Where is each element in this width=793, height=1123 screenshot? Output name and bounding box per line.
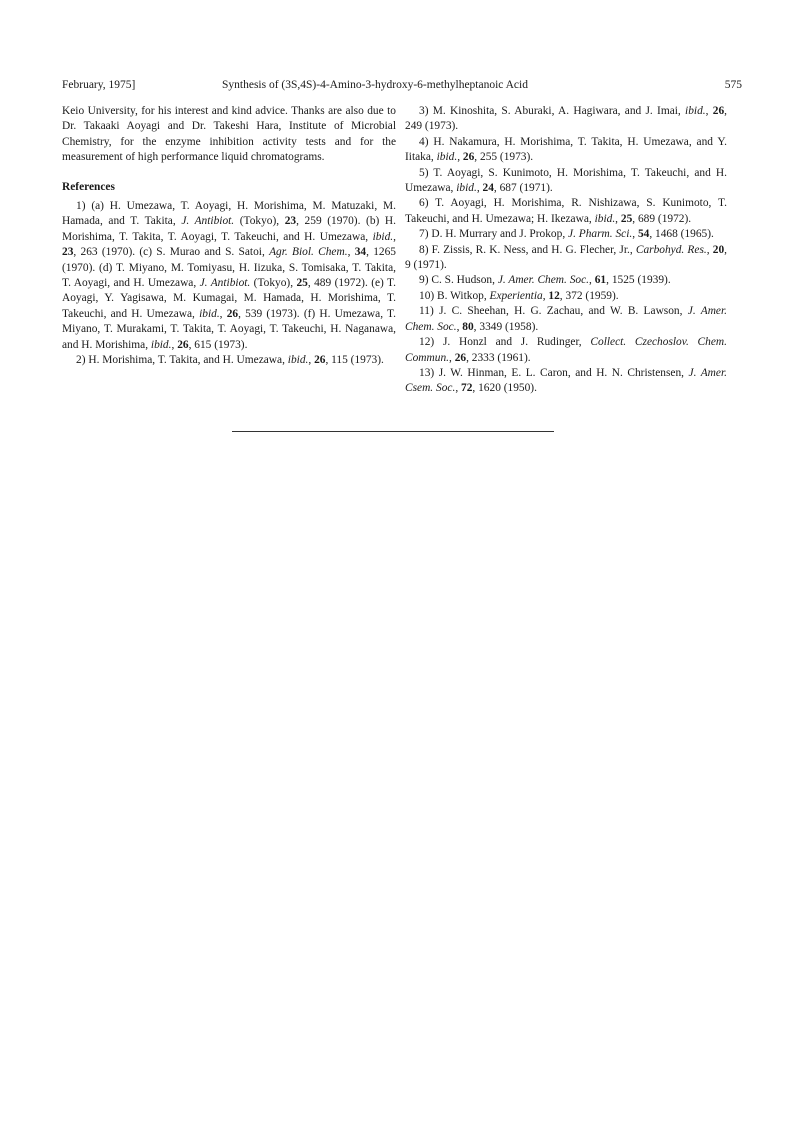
left-column <box>62 104 396 369</box>
running-header <box>62 79 742 95</box>
reference-number: 1) <box>76 200 92 213</box>
reference-text: T. Aoyagi, H. Morishima, R. Nishizawa, S. Kunimoto, T. Takeuchi, and H. Umezawa; H. Ikezawa, ibid., 25, 689 (1972). <box>405 197 727 225</box>
reference-item <box>62 199 396 353</box>
reference-item <box>405 366 727 397</box>
reference-number: 2) <box>76 354 89 367</box>
reference-item <box>405 196 727 227</box>
reference-number: 11) <box>419 305 440 318</box>
reference-text: H. Nakamura, H. Morishima, T. Takita, H. Umezawa, and Y. Iitaka, ibid., 26, 255 (1973). <box>405 135 727 164</box>
reference-number: 7) <box>419 228 432 241</box>
reference-item <box>405 104 727 135</box>
reference-text: D. H. Murrary and J. Prokop, J. Pharm. Sci., 54, 1468 (1965). <box>431 228 714 241</box>
reference-number: 8) <box>419 243 432 256</box>
references-list-right <box>405 104 727 397</box>
reference-item <box>405 335 727 366</box>
reference-text: C. S. Hudson, J. Amer. Chem. Soc., 61, 1525 (1939). <box>431 274 671 287</box>
reference-item <box>405 289 727 304</box>
reference-number: 6) <box>419 197 436 210</box>
header-title: Synthesis of (3S,4S)-4-Amino-3-hydroxy-6-methylheptanoic Acid <box>222 79 528 91</box>
reference-item <box>405 243 727 274</box>
right-column <box>405 104 727 397</box>
references-list-left <box>62 199 396 368</box>
reference-number: 3) <box>419 105 433 117</box>
reference-item <box>405 273 727 288</box>
reference-item <box>62 353 396 368</box>
reference-item <box>405 166 727 197</box>
reference-text: J. Honzl and J. Rudinger, Collect. Czechoslov. Chem. Commun., 26, 2333 (1961). <box>405 336 727 364</box>
reference-number: 10) <box>419 289 438 302</box>
reference-number: 12) <box>419 336 443 349</box>
reference-number: 4) <box>419 135 434 148</box>
reference-item <box>405 227 727 242</box>
end-rule <box>232 431 554 432</box>
reference-item <box>405 135 727 166</box>
reference-text: J. W. Hinman, E. L. Caron, and H. N. Christensen, J. Amer. Csem. Soc., 72, 1620 (1950). <box>405 366 727 395</box>
reference-number: 9) <box>419 274 432 287</box>
reference-text: T. Aoyagi, S. Kunimoto, H. Morishima, T. Takeuchi, and H. Umezawa, ibid., 24, 687 (1971). <box>405 166 727 195</box>
header-date: February, 1975] <box>62 79 136 91</box>
reference-item <box>405 304 727 335</box>
reference-number: 13) <box>419 366 439 379</box>
reference-text: J. C. Sheehan, H. G. Zachau, and W. B. Lawson, J. Amer. Chem. Soc., 80, 3349 (1958). <box>405 305 728 333</box>
reference-text: H. Morishima, T. Takita, and H. Umezawa, ibid., 26, 115 (1973). <box>88 354 384 367</box>
page-number: 575 <box>724 79 742 91</box>
reference-number: 5) <box>419 166 434 179</box>
reference-text: M. Kinoshita, S. Aburaki, A. Hagiwara, and J. Imai, ibid., 26, 249 (1973). <box>405 105 727 133</box>
reference-text: (a) H. Umezawa, T. Aoyagi, H. Morishima, M. Matuzaki, M. Hamada, and T. Takita, J. Antibiot. (Tokyo), 23, 259 (1970). (b) H. Morishima, T. Takita, T. Aoyagi, T. Takeuchi, and H. Umezawa, ibid., 23, 263 (1970). (c) S. Murao and S. Satoi, Agr. Biol. Chem., 34, 1265 (1970). (d) T. Miyano, M. Tomiyasu, H. Iizuka, S. Tomisaka, T. Takita, T. Aoyagi, and H. Umezawa, J. Antibiot. (Tokyo), 25, 489 (1972). (e) T. Aoyagi, Y. Yagisawa, M. Kumagai, M. Hamada, H. Morishima, T. Takeuchi, and H. Umezawa, ibid., 26, 539 (1973). (f) H. Umezawa, T. Miyano, T. Murakami, T. Takita, T. Aoyagi, T. Takeuchi, H. Naganawa, and H. Morishima, ibid., 26, 615 (1973). <box>62 200 397 351</box>
acknowledgment-paragraph: Keio University, for his interest and kind advice. Thanks are also due to Dr. Takaaki Aoyagi and Dr. Takeshi Hara, Institute of Microbial Chemistry, for the enzyme inhibition activity tests and for the measurement of high performance liquid chromatograms. <box>62 105 396 164</box>
references-heading: References <box>62 180 115 193</box>
reference-text: B. Witkop, Experientia, 12, 372 (1959). <box>437 289 619 302</box>
reference-text: F. Zissis, R. K. Ness, and H. G. Flecher, Jr., Carbohyd. Res., 20, 9 (1971). <box>405 243 727 272</box>
